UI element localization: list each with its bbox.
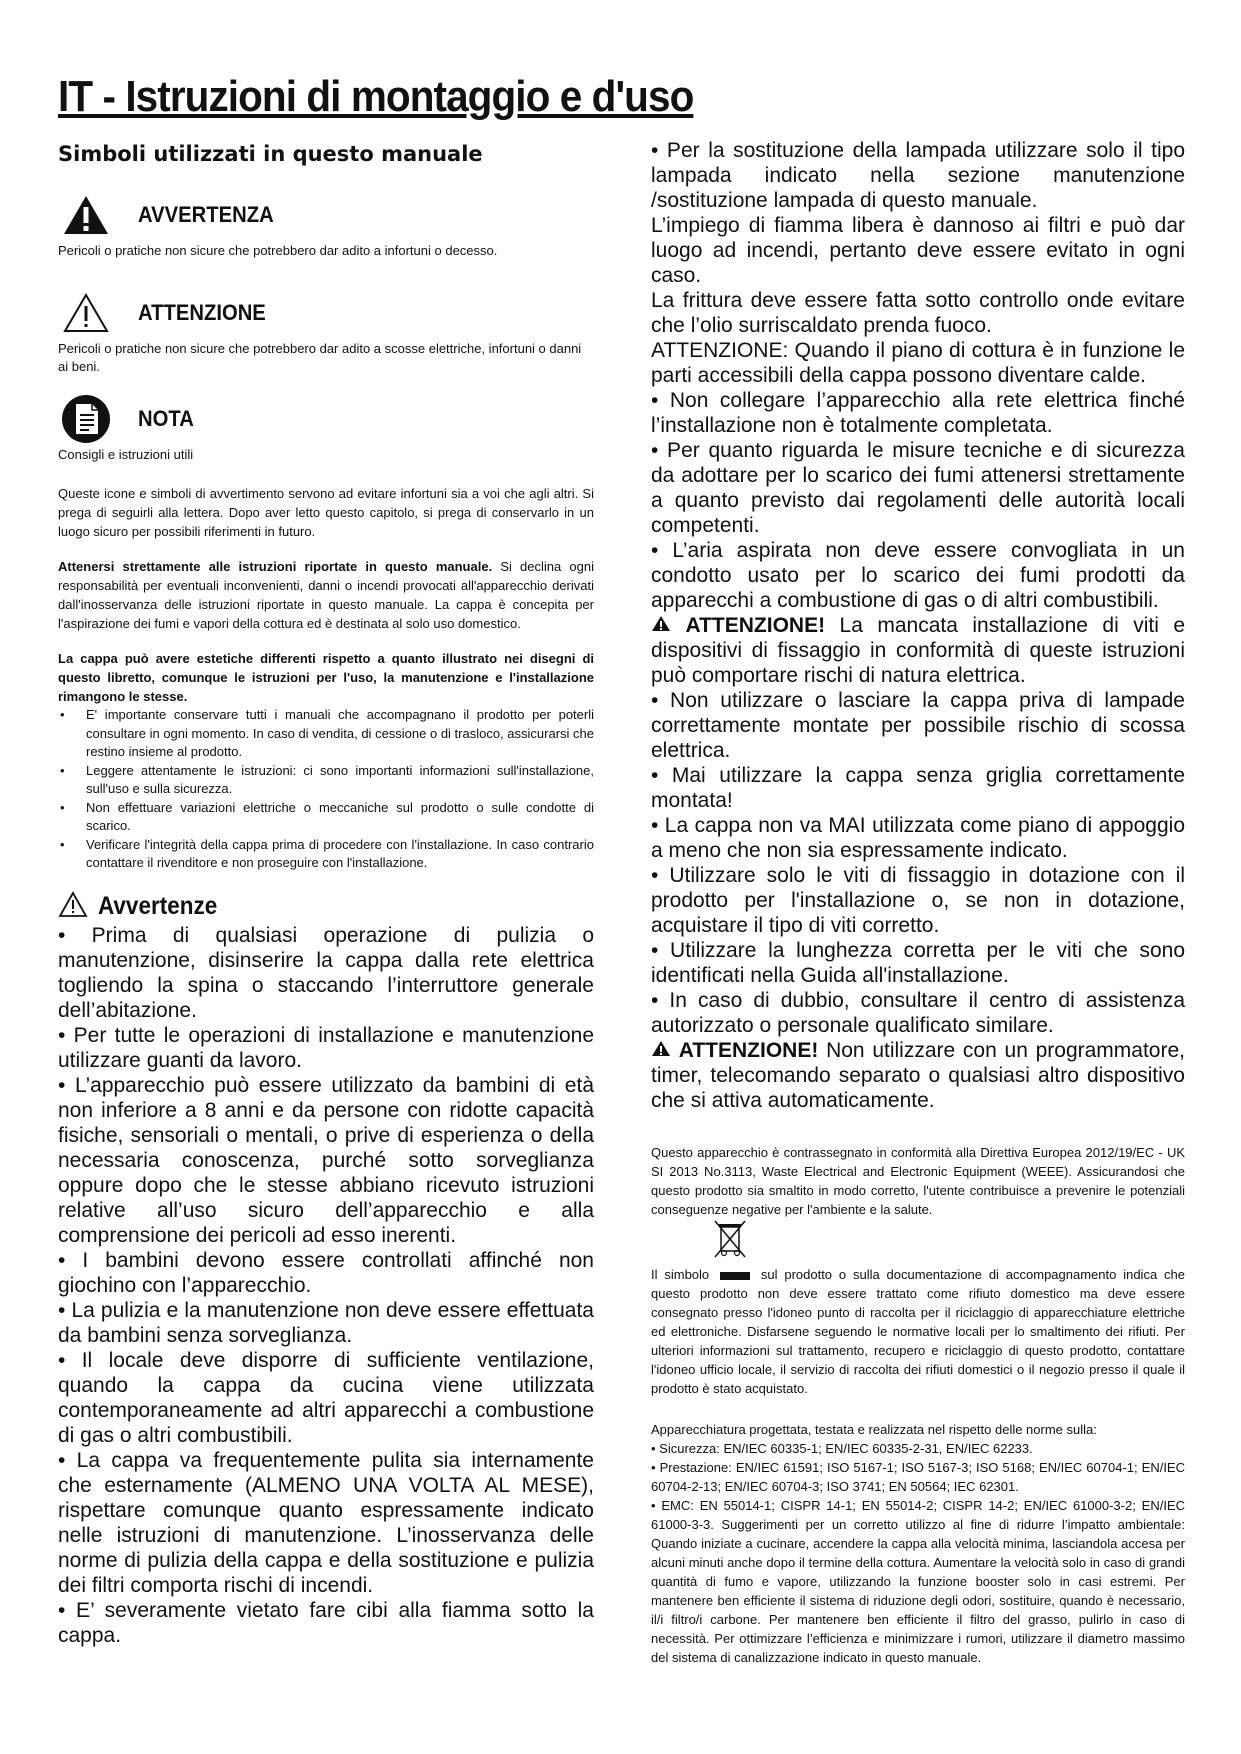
attenzione-paragraph: [651, 1038, 1185, 1113]
warning-outline-icon: [58, 891, 88, 923]
attenzione-label: ATTENZIONE!: [678, 1039, 819, 1062]
paragraph: • La cappa non va MAI utilizzata come piano di appoggio a meno che non sia espressamente indicato.: [651, 814, 1185, 862]
paragraph: L’impiego di fiamma libera è dannoso ai filtri e può dar luogo ad incendi, pertanto deve essere evitato in ogni caso.: [651, 214, 1185, 287]
symbol-label: AVVERTENZA: [138, 202, 274, 227]
symbol-nota: [58, 394, 594, 444]
list-item: • Leggere attentamente le istruzioni: ci sono importanti informazioni sull'installazione, sull'uso e sulla sicurezza.: [58, 762, 594, 799]
norme-section: [651, 1420, 1185, 1667]
weee-bin-icon: [651, 1219, 1185, 1261]
avvertenze-heading: Avvertenze: [98, 892, 218, 920]
paragraph: • Il locale deve disporre di sufficiente ventilazione, quando la cappa da cucina viene utilizzata contemporaneamente ad altri apparecchi a combustione di gas o altri combustibili.: [58, 1348, 594, 1447]
intro-paragraph: Queste icone e simboli di avvertimento servono ad evitare infortuni sia a voi che agli altri. Si prega di seguirli alla lettera. Dopo aver letto questo capitolo, si prega di conservarlo in un luogo sicuro per possibili riferimenti in futuro.: [58, 486, 594, 539]
warning-filled-icon: [651, 1039, 671, 1062]
paragraph: • E’ severamente vietato fare cibi alla fiamma sotto la cappa.: [58, 1598, 594, 1647]
symbol-label: NOTA: [138, 406, 194, 431]
paragraph: • Per la sostituzione della lampada utilizzare solo il tipo lampada indicato nella sezione manutenzione /sostituzione lampada di questo manuale.: [651, 139, 1185, 212]
attenzione-paragraph: [651, 613, 1185, 688]
paragraph: • In caso di dubbio, consultare il centro di assistenza autorizzato o personale qualificato similare.: [651, 989, 1185, 1037]
attenersi-paragraph: [58, 557, 594, 633]
avvertenze-header: [58, 891, 594, 923]
warning-filled-icon: [58, 190, 114, 240]
small-bullet-list: [58, 706, 594, 873]
simbolo-rest: sul prodotto o sulla documentazione di accompagnamento indica che questo prodotto non deve essere trattato come rifiuto domestico ma deve essere consegnato presso l'idoneo punto di raccolta per il riciclaggio di apparecchiature elettriche ed elettroniche. Disfarsene seguendo le normative locali per lo smaltimento dei rifiuti. Per ulteriori informazioni sul trattamento, recupero e riciclaggio di questo prodotto, contattare l'idoneo ufficio locale, il servizio di raccolta dei rifiuti domestici o il negozio presso il quale il prodotto è stato acquistato.: [651, 1267, 1185, 1396]
simbolo-pre: Il simbolo: [651, 1267, 710, 1282]
list-item: • Non effettuare variazioni elettriche o meccaniche sul prodotto o sulle condotte di scarico.: [58, 799, 594, 836]
symbols-heading: Simboli utilizzati in questo manuale: [58, 142, 483, 166]
paragraph: • L’apparecchio può essere utilizzato da bambini di età non inferiore a 8 anni e da persone con ridotte capacità fisiche, sensoriali o mentali, o prive di esperienza o della necessaria conoscenza, purché sotto sorveglianza oppure dopo che le stesse abbiano ricevuto istruzioni relative all’uso sicuro dell’apparecchio e alla comprensione dei pericoli ad esso inerenti.: [58, 1073, 594, 1247]
list-item: • E' importante conservare tutti i manuali che accompagnano il prodotto per poterli consultare in ogni momento. In caso di vendita, di cessione o di trasloco, assicurarsi che restino insieme al prodotto.: [58, 706, 594, 762]
symbol-desc: Pericoli o pratiche non sicure che potrebbero dar adito a scosse elettriche, infortuni o danni ai beni.: [58, 341, 582, 374]
simbolo-paragraph: [651, 1265, 1185, 1398]
paragraph: • Prima di qualsiasi operazione di pulizia o manutenzione, disinserire la cappa dalla rete elettrica togliendo la spina o staccando l’interruttore generale dell’abitazione.: [58, 923, 594, 1022]
estetiche-paragraph: [58, 649, 594, 706]
symbol-attenzione: [58, 288, 594, 338]
paragraph: • Utilizzare solo le viti di fissaggio in dotazione con il prodotto per l'installazione o, se non in dotazione, acquistare il tipo di viti corretto.: [651, 864, 1185, 937]
norme-item: • Prestazione: EN/IEC 61591; ISO 5167-1; ISO 5167-3; ISO 5168; EN/IEC 60704-1; EN/IEC 60704-2-13; EN/IEC 60704-3; ISO 3741; EN 50564; IEC 62301.: [651, 1460, 1185, 1494]
note-icon: [58, 394, 114, 444]
paragraph: • Per tutte le operazioni di installazione e manutenzione utilizzare guanti da lavoro.: [58, 1023, 594, 1072]
paragraph: • L’aria aspirata non deve essere convogliata in un condotto usato per lo scarico dei fumi prodotti da apparecchi a combustione di gas o di altri combustibili.: [651, 539, 1185, 612]
symbol-label: ATTENZIONE: [138, 300, 266, 325]
attenzione-text: La mancata installazione di viti e dispositivi di fissaggio in conformità di queste istruzioni può comportare rischi di natura elettrica.: [651, 614, 1185, 687]
paragraph: • Per quanto riguarda le misure tecniche e di sicurezza da adottare per lo scarico dei fumi attenersi strettamente a quanto previsto dai regolamenti delle autorità locali competenti.: [651, 439, 1185, 537]
symbol-desc: Consigli e istruzioni utili: [58, 447, 194, 462]
weee-bar-icon: [720, 1272, 750, 1280]
attenersi-bold: Attenersi strettamente alle istruzioni riportate in questo manuale.: [58, 559, 493, 574]
warning-outline-icon: [58, 288, 114, 338]
warning-filled-icon: [651, 614, 671, 637]
estetiche-bold: La cappa può avere estetiche differenti rispetto a quanto illustrato nei disegni di questo libretto, comunque le istruzioni per l'uso, la manutenzione e l'installazione rimangono le stesse.: [58, 651, 594, 704]
paragraph: • Non utilizzare o lasciare la cappa priva di lampade correttamente montate per possibile rischio di scossa elettrica.: [651, 689, 1185, 762]
list-item: • Verificare l'integrità della cappa prima di procedere con l'installazione. In caso contrario contattare il rivenditore e non proseguire con l'installazione.: [58, 836, 594, 873]
norme-item: • EMC: EN 55014-1; CISPR 14-1; EN 55014-2; CISPR 14-2; EN/IEC 61000-3-2; EN/IEC 61000-3-3. Suggerimenti per un corretto utilizzo al fine di ridurre l’impatto ambientale: Quando iniziate a cucinare, accendere la cappa alla velocità minima, lasciandola accesa per alcuni minuti anche dopo il termine della cottura. Aumentare la velocità solo in caso di grandi quantità di fumo e vapore, utilizzando la funzione booster solo in casi estremi. Per mantenere ben efficiente il sistema di riduzione degli odori, sostituire, quando è necessario, il/i filtro/i carbone. Per mantenere ben efficiente il filtro del grasso, pulirlo in caso di necessità. Per ottimizzare l’efficienza e minimizzare i rumori, utilizzare il diametro massimo del sistema di canalizzazione indicato in questo manuale.: [651, 1498, 1185, 1665]
paragraph: La frittura deve essere fatta sotto controllo onde evitare che l’olio surriscaldato prenda fuoco.: [651, 289, 1185, 337]
right-text-1: [651, 138, 1185, 1113]
paragraph: • La cappa va frequentemente pulita sia internamente che esternamente (ALMENO UNA VOLTA AL MESE), rispettare comunque quanto espressamente indicato nelle istruzioni di manutenzione. L’inosservanza delle norme di pulizia della cappa e della sostituzione e pulizia dei filtri comporta rischi di incendi.: [58, 1448, 594, 1597]
avvertenze-text: [58, 923, 594, 1648]
paragraph: • Mai utilizzare la cappa senza griglia correttamente montata!: [651, 764, 1185, 812]
paragraph: • Non collegare l’apparecchio alla rete elettrica finché l’installazione non è totalmente completata.: [651, 389, 1185, 437]
attenersi-rest: Si declina ogni responsabilità per eventuali inconvenienti, danni o incendi provocati all'apparecchio derivati dall'inosservanza delle istruzioni riportate in questo manuale. La cappa è concepita per l'aspirazione dei fumi e vapori della cottura ed è destinata al solo uso domestico.: [58, 559, 594, 631]
norme-item: • Sicurezza: EN/IEC 60335-1; EN/IEC 60335-2-31, EN/IEC 62233.: [651, 1441, 1033, 1456]
norme-intro: Apparecchiatura progettata, testata e realizzata nel rispetto delle norme sulla:: [651, 1422, 1097, 1437]
attenzione-label: ATTENZIONE!: [685, 614, 826, 637]
right-column: [651, 138, 1185, 1667]
symbol-desc: Pericoli o pratiche non sicure che potrebbero dar adito a infortuni o decesso.: [58, 243, 498, 258]
paragraph: • Utilizzare la lunghezza corretta per le viti che sono identificati nella Guida all'installazione.: [651, 939, 1185, 987]
paragraph: • La pulizia e la manutenzione non deve essere effettuata da bambini senza sorveglianza.: [58, 1298, 594, 1347]
weee-paragraph: Questo apparecchio è contrassegnato in conformità alla Direttiva Europea 2012/19/EC - UK SI 2013 No.3113, Waste Electrical and Electronic Equipment (WEEE). Assicurandosi che questo prodotto sia smaltito in modo corretto, l'utente contribuisce a prevenire le potenziali conseguenze negative per l'ambiente e la salute.: [651, 1145, 1185, 1217]
page-title: IT - Istruzioni di montaggio e d'uso: [58, 72, 694, 121]
attenzione-text: Non utilizzare con un programmatore, timer, telecomando separato o qualsiasi altro dispositivo che si attiva automaticamente.: [651, 1039, 1185, 1112]
symbol-avvertenza: [58, 190, 594, 240]
paragraph: • I bambini devono essere controllati affinché non giochino con l’apparecchio.: [58, 1248, 594, 1297]
left-column: [58, 140, 594, 1648]
paragraph: ATTENZIONE: Quando il piano di cottura è in funzione le parti accessibili della cappa possono diventare calde.: [651, 339, 1185, 387]
